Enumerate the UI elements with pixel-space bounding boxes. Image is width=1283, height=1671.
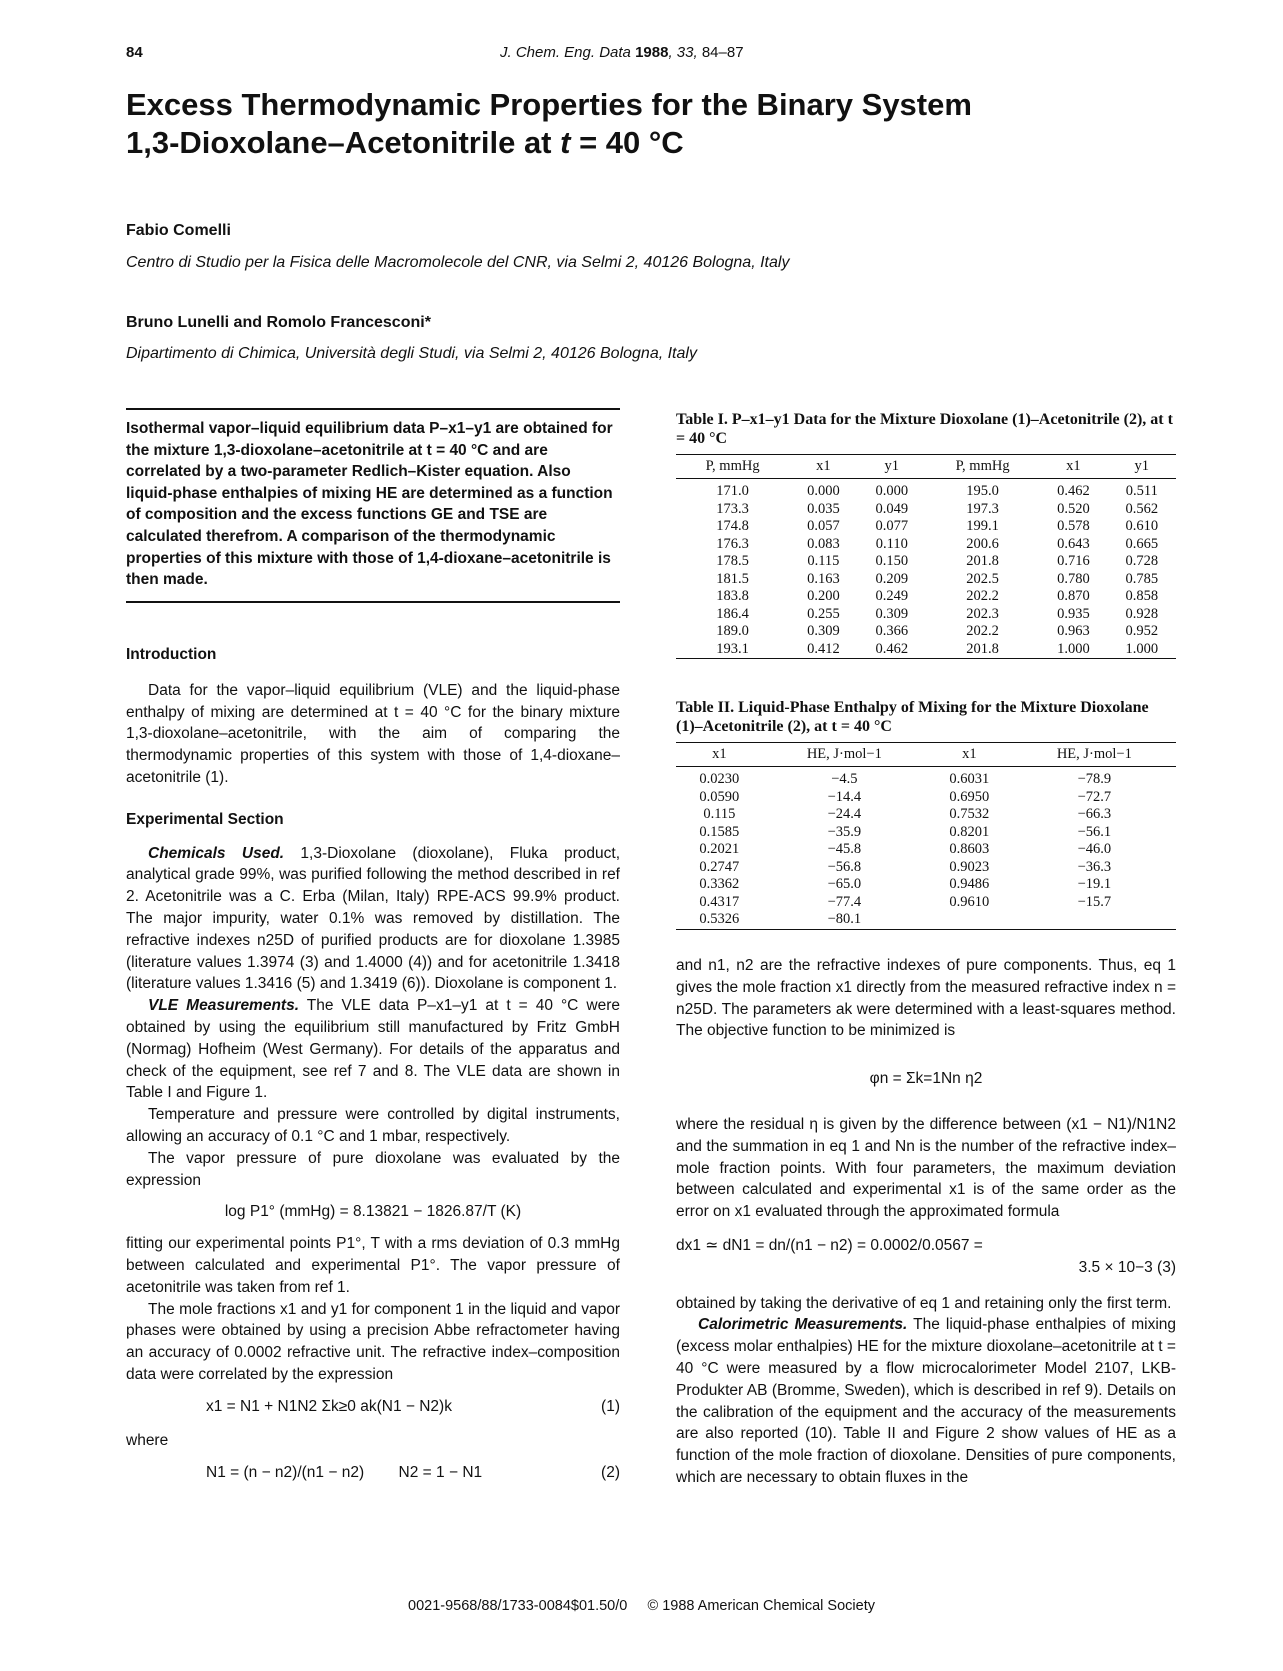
vle-runin: VLE Measurements. [148, 997, 300, 1015]
vle-paragraph [126, 995, 620, 1104]
table-1-header-cell: x1 [789, 455, 857, 479]
table-2-cell: −19.1 [1077, 876, 1112, 892]
table-1-cell: 174.8 [716, 518, 749, 534]
table-2-cell: −66.3 [1077, 806, 1112, 822]
table-2-cell: 0.1585 [699, 823, 740, 840]
table-2-row [676, 767, 1176, 789]
table-2-cell: 0.0230 [699, 771, 740, 787]
derivative-paragraph: obtained by taking the derivative of eq 1 and retaining only the first term. [676, 1294, 1172, 1312]
table-2-cell: 0.0590 [699, 788, 740, 805]
table-1-header-cell: x1 [1039, 455, 1107, 479]
table-1-cell: 0.200 [807, 588, 840, 604]
table-1-row [676, 606, 1176, 624]
table-1-row [676, 479, 1176, 501]
table-2-cell: 0.6031 [949, 771, 990, 787]
table-1-cell: 0.578 [1057, 518, 1090, 534]
table-1-cell: 0.728 [1125, 553, 1159, 569]
table-1-cell: 0.255 [807, 605, 840, 622]
affiliation-1: Centro di Studio per la Fisica delle Macromolecole del CNR, via Selmi 2, 40126 Bologna, Italy [126, 254, 790, 271]
table-2-cell: −77.4 [827, 893, 862, 910]
table-2-cell: 0.3362 [699, 876, 740, 892]
table-1-cell: 0.562 [1125, 500, 1159, 517]
where-text: where [126, 1431, 169, 1449]
mole-fraction-paragraph: The mole fractions x1 and y1 for component 1 in the liquid and vapor phases were obtained by using a precision Abbe refractometer having an accuracy of 0.0002 refractive unit. The refractive index–composition data were correlated by the expression [126, 1300, 620, 1383]
left-column [126, 644, 620, 1496]
page-footer [0, 1598, 1283, 1614]
table-2-cell: 0.8603 [949, 841, 990, 857]
table-1-row [676, 518, 1176, 536]
refractive-paragraph: and n1, n2 are the refractive indexes of pure components. Thus, eq 1 gives the mole fraction x1 directly from the measured refractive index n = n25D. The parameters ak were determined with a least-squares method. The objective function to be minimized is [676, 957, 1176, 1040]
vle-text: The VLE data P–x1–y1 at t = 40 °C were obtained by using the equilibrium still manufactured by Fritz GmbH (Normag) Hofheim (West Germany). For details of the apparatus and check of the equipment, see ref 7 and 8. The VLE data are shown in Table I and Figure 1. [126, 997, 620, 1102]
equation-3-value: 3.5 × 10−3 [1078, 1258, 1153, 1276]
table-2-cell [1013, 911, 1176, 929]
journal-citation: J. Chem. Eng. Data 1988, 33, 84–87 [500, 44, 744, 61]
chemicals-paragraph [126, 843, 620, 996]
table-1-row [676, 536, 1176, 554]
title-line-2-prefix: 1,3-Dioxolane–Acetonitrile at [126, 125, 561, 160]
table-1-cell: 0.049 [875, 500, 909, 517]
chemicals-runin: Chemicals Used. [148, 844, 285, 862]
table-1-cell: 0.035 [807, 500, 840, 517]
table-1-cell: 1.000 [1125, 640, 1159, 657]
table-1-cell: 0.249 [875, 588, 909, 604]
footer-code: 0021-9568/88/1733-0084$01.50/0 [408, 1598, 628, 1614]
table-2-row [676, 894, 1176, 912]
table-2-row [676, 911, 1176, 929]
author-2: Bruno Lunelli and Romolo Francesconi* [126, 314, 431, 331]
affiliation-2: Dipartimento di Chimica, Università degli Studi, via Selmi 2, 40126 Bologna, Italy [126, 345, 697, 362]
table-1-cell: 178.5 [716, 553, 749, 569]
table-2-cell: 0.9486 [949, 876, 990, 892]
table-1-cell: 0.963 [1057, 623, 1090, 639]
experimental-heading: Experimental Section [126, 810, 284, 828]
table-2-row [676, 859, 1176, 877]
table-2-cell: −46.0 [1077, 841, 1112, 857]
table-2-cell: −35.9 [827, 823, 862, 840]
chemicals-text: 1,3-Dioxolane (dioxolane), Fluka product, analytical grade 99%, was purified following the method described in ref 2. Acetonitrile was a C. Erba (Milan, Italy) RPE-ACS 99.9% product. The major impurity, water 0.1% was removed by distillation. The refractive indexes n25D of purified products are for dioxolane 1.3985 (literature values 1.3974 (3) and 1.4000 (4)) and for acetonitrile 1.3418 (literature values 1.3416 (5) and 1.3419 (6)). Dioxolane is component 1. [126, 844, 620, 993]
table-2-cell: −45.8 [827, 841, 862, 857]
equation-3-line-2 [676, 1257, 1176, 1279]
table-1-cell: 199.1 [966, 518, 999, 534]
table-1-cell: 200.6 [966, 535, 999, 552]
table-1-cell: 0.150 [875, 553, 909, 569]
table-2-cell: 0.9610 [949, 893, 990, 910]
table-2-cell: −56.1 [1077, 823, 1112, 840]
author-1: Fabio Comelli [126, 222, 231, 239]
table-2-cell: 0.5326 [699, 911, 740, 927]
table-2 [676, 698, 1176, 930]
table-2-cell: −4.5 [831, 771, 858, 787]
table-1-cell: 0.057 [807, 518, 840, 534]
equation-3 [676, 1235, 1176, 1279]
table-1-cell: 193.1 [716, 640, 749, 657]
table-1-cell: 202.2 [966, 623, 999, 639]
table-1-cell: 186.4 [716, 605, 749, 622]
table-1-header-cell: y1 [1108, 455, 1176, 479]
title-line-2-var: t [560, 125, 571, 160]
table-1-cell: 0.412 [807, 640, 840, 657]
vapor-pressure-paragraph: The vapor pressure of pure dioxolane was evaluated by the expression [126, 1149, 620, 1189]
title-line-2-suffix: = 40 °C [570, 125, 684, 160]
table-2-cell: 0.6950 [949, 788, 990, 805]
table-2-cell: −15.7 [1077, 893, 1112, 910]
table-1-cell: 202.3 [966, 605, 999, 622]
objective-function-equation: φn = Σk=1Nn η2 [869, 1070, 983, 1088]
right-column [676, 955, 1176, 1489]
equation-1-body: x1 = N1 + N1N2 Σk≥0 ak(N1 − N2)k [206, 1397, 452, 1415]
table-1-cell: 0.110 [875, 535, 908, 552]
table-1-cell: 189.0 [716, 623, 749, 639]
table-2-row [676, 824, 1176, 842]
table-1-cell: 195.0 [966, 483, 999, 499]
paper-title [126, 86, 1126, 162]
table-1-cell: 0.000 [807, 483, 840, 499]
table-1-cell: 171.0 [716, 483, 749, 499]
table-1-row [676, 588, 1176, 606]
table-2-caption: Table II. Liquid-Phase Enthalpy of Mixing for the Mixture Dioxolane (1)–Acetonitrile (2), at t = 40 °C [676, 699, 1149, 735]
table-1-cell: 202.2 [966, 588, 999, 604]
residual-paragraph: where the residual η is given by the difference between (x1 − N1)/N1N2 and the summation in eq 1 and Nn is the number of the refractive index–mole fraction points. With four parameters, the maximum deviation between calculated and experimental x1 is of the same order as the error on x1 evaluated through the approximated formula [676, 1115, 1176, 1221]
table-1-cell: 0.870 [1057, 588, 1090, 604]
table-1-cell: 173.3 [716, 500, 749, 517]
table-1-row [676, 641, 1176, 659]
table-2-header-cell: HE, J·mol−1 [763, 743, 926, 767]
table-2-cell: 0.8201 [949, 823, 990, 840]
table-2-cell: −80.1 [827, 911, 862, 927]
journal-name: J. Chem. Eng. Data [500, 44, 631, 61]
introduction-heading: Introduction [126, 646, 217, 663]
table-1-header-cell: y1 [858, 455, 926, 479]
table-1-cell: 0.209 [875, 570, 909, 587]
table-2-cell: 0.2747 [699, 858, 740, 875]
equation-2-body: N1 = (n − n2)/(n1 − n2) N2 = 1 − N1 [206, 1463, 483, 1481]
table-2-grid [676, 742, 1176, 930]
equation-2 [126, 1462, 620, 1486]
table-2-cell: −56.8 [827, 858, 862, 875]
table-1-cell: 0.952 [1125, 623, 1159, 639]
title-line-1: Excess Thermodynamic Properties for the Binary System [126, 87, 972, 122]
table-2-cell: −78.9 [1077, 771, 1112, 787]
journal-volume: 33 [676, 44, 694, 61]
equation-2-number: (2) [601, 1463, 620, 1481]
fit-paragraph: fitting our experimental points P1°, T with a rms deviation of 0.3 mmHg between calculated and experimental P1°. The vapor pressure of acetonitrile was taken from ref 1. [126, 1235, 620, 1296]
table-2-row [676, 841, 1176, 859]
table-1-cell: 0.462 [1057, 483, 1090, 499]
equation-3-number: (3) [1157, 1258, 1176, 1276]
table-1-cell: 0.935 [1057, 605, 1090, 622]
table-1-grid [676, 454, 1176, 659]
table-1 [676, 410, 1176, 659]
table-2-cell: 0.4317 [699, 893, 740, 910]
footer-copyright: © 1988 American Chemical Society [647, 1598, 875, 1614]
equation-1 [126, 1396, 620, 1420]
table-1-cell: 0.115 [807, 553, 840, 569]
table-1-row [676, 623, 1176, 641]
table-1-cell: 181.5 [716, 570, 749, 587]
table-2-header-cell: x1 [926, 743, 1013, 767]
table-1-cell: 1.000 [1057, 640, 1090, 657]
equation-1-number: (1) [601, 1397, 620, 1415]
table-1-cell: 0.309 [875, 605, 909, 622]
table-1-cell: 197.3 [966, 500, 999, 517]
calorimetric-text: The liquid-phase enthalpies of mixing (excess molar enthalpies) HE for the mixture dioxolane–acetonitrile at t = 40 °C were measured by a flow microcalorimeter Model 2107, LKB-Produkter AB (Bromme, Sweden), which is described in ref 9). Details on the calibration of the equipment and the accuracy of the measurements are also reported (10). Table II and Figure 2 show values of HE as a function of the mole fraction of dioxolane. Densities of pure components, which are necessary to obtain fluxes in the [676, 1316, 1176, 1486]
table-1-row [676, 571, 1176, 589]
journal-pages: 84–87 [701, 44, 744, 61]
table-1-cell: 0.780 [1057, 570, 1090, 587]
table-2-cell: 0.9023 [949, 858, 990, 875]
table-2-row [676, 806, 1176, 824]
table-1-cell: 0.716 [1057, 553, 1090, 569]
table-2-row [676, 876, 1176, 894]
table-1-cell: 0.511 [1125, 483, 1158, 499]
table-1-cell: 0.083 [807, 535, 840, 552]
table-2-cell: −24.4 [827, 806, 862, 822]
vapor-pressure-equation: log P1° (mmHg) = 8.13821 − 1826.87/T (K) [224, 1203, 522, 1221]
table-2-cell: 0.115 [703, 806, 736, 822]
calorimetric-runin: Calorimetric Measurements. [698, 1316, 908, 1334]
table-1-cell: 0.520 [1057, 500, 1090, 517]
table-1-cell: 201.8 [966, 553, 999, 569]
table-2-cell: −65.0 [827, 876, 862, 892]
table-2-cell: −14.4 [827, 788, 862, 805]
table-2-cell: 0.2021 [699, 841, 740, 857]
table-2-cell [926, 911, 1013, 929]
table-1-cell: 201.8 [966, 640, 999, 657]
abstract: Isothermal vapor–liquid equilibrium data P–x1–y1 are obtained for the mixture 1,3-dioxolane–acetonitrile at t = 40 °C and are correlated by a two-parameter Redlich–Kister equation. Also liquid-phase enthalpies of mixing HE are determined as a function of composition and the excess functions GE and TSE are calculated therefrom. A comparison of the thermodynamic properties of this mixture with those of 1,4-dioxane–acetonitrile is then made. [126, 408, 620, 603]
table-1-cell: 0.858 [1125, 588, 1159, 604]
introduction-text: Data for the vapor–liquid equilibrium (VLE) and the liquid-phase enthalpy of mixing are determined at t = 40 °C for the binary mixture 1,3-dioxolane–acetonitrile, with the aim of comparing the thermodynamic properties of this system with those of 1,4-dioxane–acetonitrile (1). [126, 681, 620, 786]
table-1-caption: Table I. P–x1–y1 Data for the Mixture Dioxolane (1)–Acetonitrile (2), at t = 40 °C [676, 411, 1173, 447]
table-1-row [676, 501, 1176, 519]
table-1-cell: 0.462 [875, 640, 909, 657]
table-2-header-cell: HE, J·mol−1 [1013, 743, 1176, 767]
table-2-cell: 0.7532 [949, 806, 990, 822]
table-1-cell: 0.928 [1125, 605, 1159, 622]
page-number: 84 [126, 44, 143, 61]
table-2-cell: −36.3 [1077, 858, 1112, 875]
table-1-cell: 0.665 [1125, 535, 1159, 552]
temperature-paragraph: Temperature and pressure were controlled by digital instruments, allowing an accuracy of 0.1 °C and 1 mbar, respectively. [126, 1106, 620, 1145]
table-1-cell: 0.785 [1125, 570, 1159, 587]
table-1-cell: 176.3 [716, 535, 749, 552]
table-1-header-cell: P, mmHg [926, 455, 1039, 479]
calorimetric-paragraph [676, 1314, 1176, 1488]
equation-3-line-1: dx1 ≃ dN1 = dn/(n1 − n2) = 0.0002/0.0567 = [676, 1236, 983, 1254]
table-1-cell: 0.000 [875, 483, 909, 499]
table-1-cell: 202.5 [966, 570, 999, 587]
table-2-header-cell: x1 [676, 743, 763, 767]
table-1-row [676, 553, 1176, 571]
table-1-cell: 0.366 [875, 623, 909, 639]
table-1-cell: 0.309 [807, 623, 840, 639]
table-2-cell: −72.7 [1077, 788, 1112, 805]
journal-year: 1988 [635, 44, 669, 61]
table-1-cell: 0.643 [1057, 535, 1090, 552]
table-1-cell: 0.610 [1125, 518, 1159, 534]
table-1-cell: 0.077 [875, 518, 909, 534]
table-1-header-cell: P, mmHg [676, 455, 789, 479]
table-1-cell: 183.8 [716, 588, 749, 604]
table-1-cell: 0.163 [807, 570, 840, 587]
title-line-2 [126, 124, 1126, 162]
table-2-row [676, 789, 1176, 807]
